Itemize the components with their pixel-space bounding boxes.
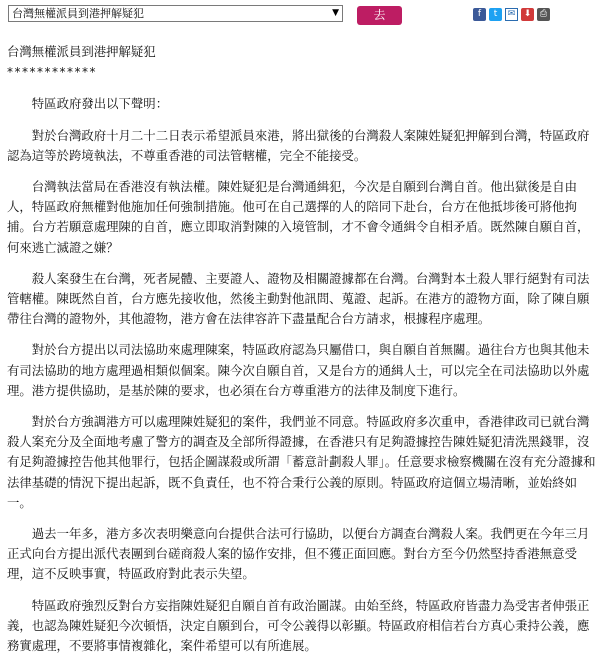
print-icon[interactable]: ⎙ xyxy=(537,8,550,21)
chevron-down-icon[interactable]: ▼ xyxy=(332,8,339,18)
share-icons xyxy=(473,8,550,21)
paragraph: 殺人案發生在台灣，死者屍體、主要證人、證物及相關證據都在台灣。台灣對本土殺人罪行絕對有司法管轄權。陳既然自首，台方應先接收他，然後主動對他訊問、蒐證、起訴。在港方的證物方面，除了陳自願帶往台灣的證物外，其他證物，港方會在法律容許下盡量配合台方請求，根據程序處理。 xyxy=(7,270,590,327)
download-icon[interactable]: ⬇ xyxy=(521,8,534,21)
article-selector[interactable] xyxy=(8,5,343,22)
paragraph: 對於台方提出以司法協助來處理陳案，特區政府認為只屬借口，與自願自首無關。過往台方也與其他未有司法協助的地方處理過相類似個案。陳今次自願自首，又是台方的通緝人士，可以完全在司法協助以外處理。港方提供協助，是基於陳的要求，也必須在台方尊重港方的法律及制度下進行。 xyxy=(7,342,590,398)
twitter-icon[interactable]: t xyxy=(489,8,502,21)
press-release xyxy=(7,42,597,667)
paragraph: 過去一年多，港方多次表明樂意向台提供合法可行協助，以便台方調查台灣殺人案。我們更在今年三月正式向台方提出派代表團到台磋商殺人案的協作安排，但不獲正面回應。對台方至今仍然堅持香港無意受理，這不反映事實，特區政府對此表示失望。 xyxy=(7,526,590,582)
paragraph: 台灣執法當局在香港沒有執法權。陳姓疑犯是台灣通緝犯，今次是自願到台灣自首。他出獄後是自由人，特區政府無權對他施加任何強制措施。他可在自己選擇的人的陪同下赴台，台方在他抵埗後可將他拘捕。台方若願意處理陳的自首，應立即取消對陳的入境管制，才不會令通緝令自相矛盾。既然陳自願自首，何來逃亡滅證之嫌？ xyxy=(7,179,590,255)
article-selector-value: 台灣無權派員到港押解疑犯 xyxy=(12,7,144,20)
article-title: 台灣無權派員到港押解疑犯 xyxy=(7,44,156,59)
facebook-icon[interactable]: f xyxy=(473,8,486,21)
top-toolbar xyxy=(0,0,602,34)
go-button[interactable]: 去 xyxy=(357,6,402,25)
title-divider: ************ xyxy=(7,65,97,80)
paragraph: 特區政府強烈反對台方妄指陳姓疑犯自願自首有政治圖謀。由始至終，特區政府皆盡力為受害者伸張正義，也認為陳姓疑犯今次頓悟，決定自願到台，可令公義得以彰顯。特區政府相信若台方真心秉持公義，應務實處理，不要將事情複雜化，案件希望可以有所進展。 xyxy=(7,597,590,654)
paragraph: 對於台方強調港方可以處理陳姓疑犯的案件，我們並不同意。特區政府多次重申，香港律政司已就台灣殺人案充分及全面地考慮了警方的調查及全部所得證據，在香港只有足夠證據控告陳姓疑犯清洗黑錢罪，沒有足夠證據控告他其他罪行，包括企圖謀殺或所謂「蓄意計劃殺人罪」。任意要求檢察機關在沒有充分證據和法律基礎的情況下提出起訴，既不負責任，也不符合秉行公義的原則。特區政府這個立場清晰，並始終如一。 xyxy=(7,414,596,510)
paragraph: 特區政府發出以下聲明： xyxy=(31,96,169,112)
email-icon[interactable]: ✉ xyxy=(505,8,518,21)
paragraph: 對於台灣政府十月二十二日表示希望派員來港，將出獄後的台灣殺人案陳姓疑犯押解到台灣，特區政府認為這等於跨境執法，不尊重香港的司法管轄權，完全不能接受。 xyxy=(7,127,590,163)
